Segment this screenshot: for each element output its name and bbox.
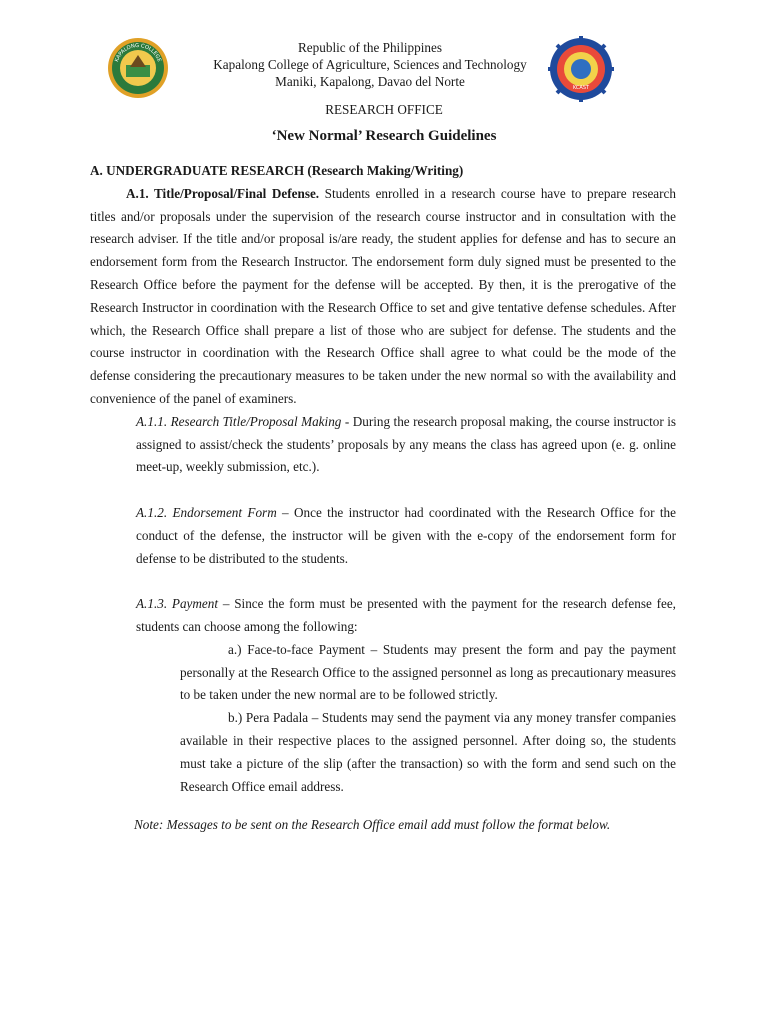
document-body xyxy=(90,160,676,837)
payment-option-a: a.) Face-to-face Payment – Students may present the form and pay the payment personally at the Research Office to the assigned personnel as long as precautionary measures to be taken under the new normal are to be followed strictly. xyxy=(180,641,676,703)
a12-text: – Once the instructor had coordinated with the Research Office for the conduct of the defense, the instructor will be given with the e-copy of the endorsement form for defense to be distributed to the students. xyxy=(136,504,676,566)
a13-label: A.1.3. Payment xyxy=(136,596,219,612)
header-line-2: Kapalong College of Agriculture, Sciences and Technology xyxy=(213,57,527,72)
letterhead xyxy=(150,39,590,90)
a13-text: – Since the form must be presented with the payment for the research defense fee, students can choose among the following: xyxy=(136,596,676,634)
document-title: ‘New Normal’ Research Guidelines xyxy=(271,128,497,144)
a11-text: - During the research proposal making, the course instructor is assigned to assist/check the students’ proposals by any means the class has agreed upon (e. g. online meet-up, weekly submission, etc.). xyxy=(136,413,676,475)
a11-label: A.1.1. Research Title/Proposal Making xyxy=(136,413,342,429)
paragraph-a13 xyxy=(136,593,676,639)
paragraph-a12 xyxy=(136,502,676,570)
a1-label: A.1. Title/Proposal/Final Defense. xyxy=(126,185,320,201)
left-logo-text: KAPALONG COLLEGE xyxy=(114,42,162,63)
office-name: RESEARCH OFFICE xyxy=(325,102,443,117)
a12-label: A.1.2. Endorsement Form xyxy=(136,504,277,520)
paragraph-a1 xyxy=(90,183,676,411)
a1-text: Students enrolled in a research course have to prepare research titles and/or proposals under the supervision of the research course instructor and in consultation with the research adviser. If the title and/or proposal is/are ready, the student applies for defense and has to secure an endorsement form from the Research Instructor. The endorsement form duly signed must be presented to the Research Office before the payment for the defense will be accepted. By then, it is the prerogative of the Research Instructor in coordination with the Research Office to set and give tentative defense schedules. After which, the Research Office shall prepare a list of those who are subject for defense. The students and the course instructor in coordination with the Research Office shall agree to what could be the mode of the defense considering the precautionary measures to be taken under the new normal so with the availability and convenience of the panel of examiners. xyxy=(90,185,676,406)
header-line-1: Republic of the Philippines xyxy=(298,40,442,55)
paragraph-a11 xyxy=(136,411,676,479)
section-heading: A. UNDERGRADUATE RESEARCH (Research Making/Writing) xyxy=(90,163,464,178)
payment-option-b: b.) Pera Padala – Students may send the payment via any money transfer companies available in their respective places to the assigned personnel. After doing so, the students must take a picture of the slip (after the transaction) so with the form and send such on the Research Office email address. xyxy=(180,710,676,794)
header-line-3: Maniki, Kapalong, Davao del Norte xyxy=(275,74,465,89)
note: Note: Messages to be sent on the Research Office email add must follow the format below. xyxy=(134,817,611,833)
right-logo-text: KCAST xyxy=(572,85,590,91)
